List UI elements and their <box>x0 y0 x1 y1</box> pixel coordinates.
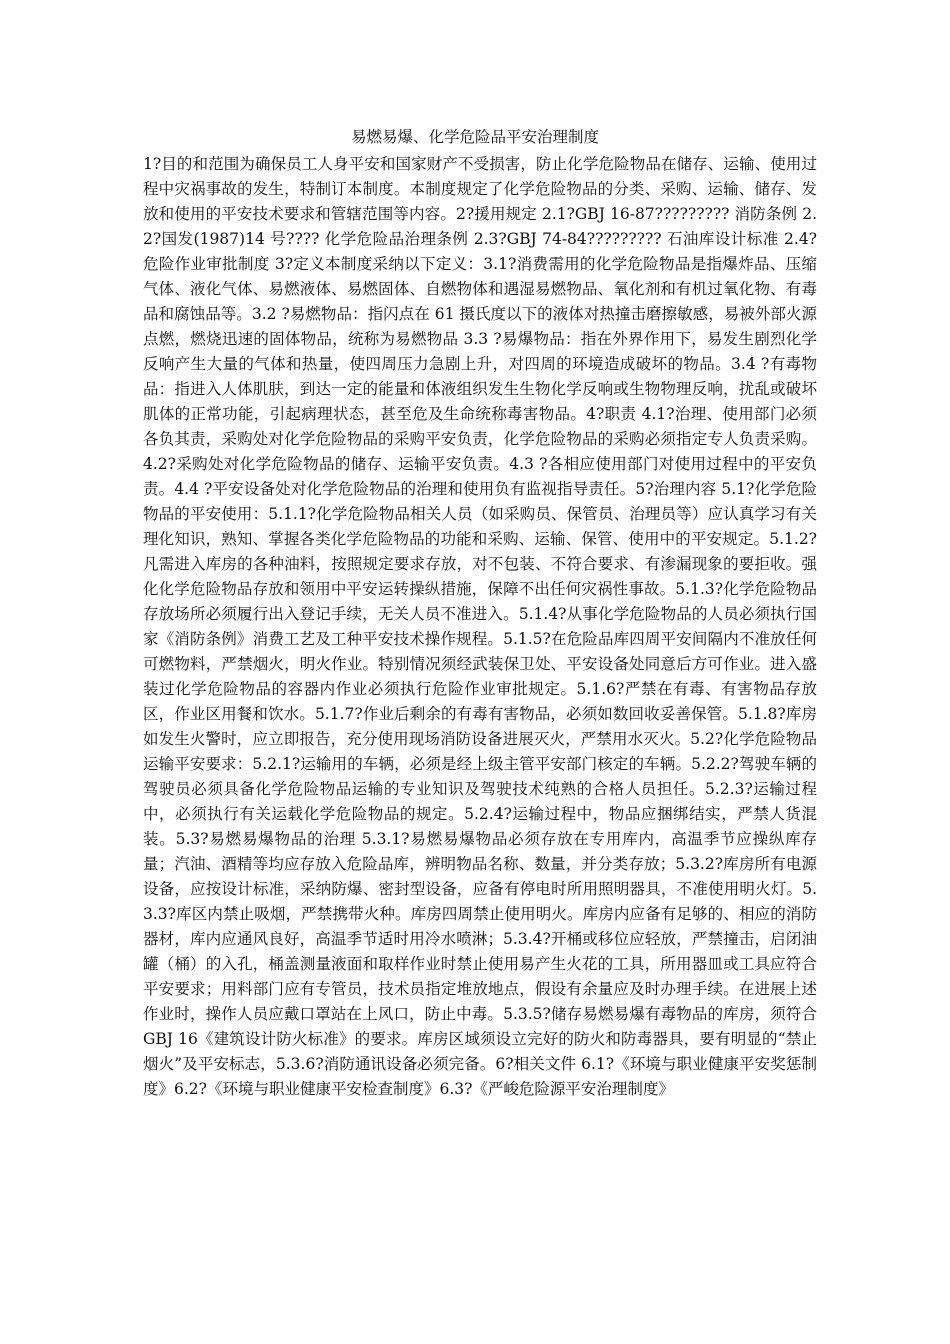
document-body: 1?目的和范围为确保员工人身平安和国家财产不受损害，防止化学危险物品在储存、运输、使用过程中灾祸事故的发生，特制订本制度。本制度规定了化学危险物品的分类、采购、运输、储存、发放和使用的平安技术要求和管辖范围等内容。2?援用规定 2.1?GBJ 16-87????????? 消防条例 2.2?国发(1987)14 号???? 化学危险品治理条例 2.3?GBJ 74-84????????? 石油库设计标准 2.4?危险作业审批制度 3?定义本制度采纳以下定义：3.1?消费需用的化学危险物品是指爆炸品、压缩气体、液化气体、易燃液体、易燃固体、自燃物体和遇湿易燃物品、氧化剂和有机过氧化物、有毒品和腐蚀品等。3.2 ?易燃物品：指闪点在 61 摄氏度以下的液体对热撞击磨擦敏感，易被外部火源点燃，燃烧迅速的固体物品，统称为易燃物品 3.3 ?易爆物品：指在外界作用下，易发生剧烈化学反响产生大量的气体和热量，使四周压力急剧上升，对四周的环境造成破坏的物品。3.4 ?有毒物品：指进入人体肌肤，到达一定的能量和体液组织发生生物化学反响或生物物理反响，扰乱或破坏肌体的正常功能，引起病理状态，甚至危及生命统称毒害物品。4?职责 4.1?治理、使用部门必须各负其责，采购处对化学危险物品的采购平安负责，化学危险物品的采购必须指定专人负责采购。 4.2?采购处对化学危险物品的储存、运输平安负责。4.3 ?各相应使用部门对使用过程中的平安负责。4.4 ?平安设备处对化学危险物品的治理和使用负有监视指导责任。5?治理内容 5.1?化学危险物品的平安使用：5.1.1?化学危险物品相关人员（如采购员、保管员、治理员等）应认真学习有关理化知识，熟知、掌握各类化学危险物品的功能和采购、运输、保管、使用中的平安规定。5.1.2?凡需进入库房的各种油料，按照规定要求存放，对不包装、不符合要求、有渗漏现象的要拒收。强化化学危险物品存放和领用中平安运转操纵措施，保障不出任何灾祸性事故。5.1.3?化学危险物品存放场所必须履行出入登记手续，无关人员不准进入。5.1.4?从事化学危险物品的人员必须执行国家《消防条例》消费工艺及工种平安技术操作规程。5.1.5?在危险品库四周平安间隔内不准放任何可燃物料，严禁烟火，明火作业。特别情况须经武装保卫处、平安设备处同意后方可作业。进入盛装过化学危险物品的容器内作业必须执行危险作业审批规定。5.1.6?严禁在有毒、有害物品存放区，作业区用餐和饮水。5.1.7?作业后剩余的有毒有害物品，必须如数回收妥善保管。5.1.8?库房如发生火警时，应立即报告，充分使用现场消防设备进展灭火，严禁用水灭火。5.2?化学危险物品运输平安要求：5.2.1?运输用的车辆，必须是经上级主管平安部门核定的车辆。5.2.2?驾驶车辆的驾驶员必须具备化学危险物品运输的专业知识及驾驶技术纯熟的合格人员担任。5.2.3?运输过程中，必须执行有关运载化学危险物品的规定。5.2.4?运输过程中，物品应捆绑结实，严禁人货混装。5.3?易燃易爆物品的治理 5.3.1?易燃易爆物品必须存放在专用库内，高温季节应操纵库存量；汽油、酒精等均应存放入危险品库，辨明物品名称、数量，并分类存放；5.3.2?库房所有电源设备，应按设计标准，采纳防爆、密封型设备，应备有停电时所用照明器具，不准使用明火灯。5.3.3?库区内禁止吸烟，严禁携带火种。库房四周禁止使用明火。库房内应备有足够的、相应的消防器材，库内应通风良好，高温季节适时用冷水喷淋；5.3.4?开桶或移位应轻放，严禁撞击，启闭油罐（桶）的入孔，桶盖测量液面和取样作业时禁止使用易产生火花的工具，所用器皿或工具应符合平安要求；用料部门应有专管员，技术员指定堆放地点，假设有余量应及时办理手续。在进展上述作业时，操作人员应戴口罩站在上风口，防止中毒。5.3.5?储存易燃易爆有毒物品的库房，须符合 GBJ 16《建筑设计防火标准》的要求。库房区域须设立完好的防火和防毒器具，要有明显的“禁止烟火”及平安标志，5.3.6?消防通讯设备必须完备。6?相关文件 6.1?《环境与职业健康平安奖惩制度》6.2?《环境与职业健康平安检查制度》6.3?《严峻危险源平安治理制度》 <box>143 155 817 1098</box>
document-title: 易燃易爆、化学危险品平安治理制度 <box>350 128 599 146</box>
